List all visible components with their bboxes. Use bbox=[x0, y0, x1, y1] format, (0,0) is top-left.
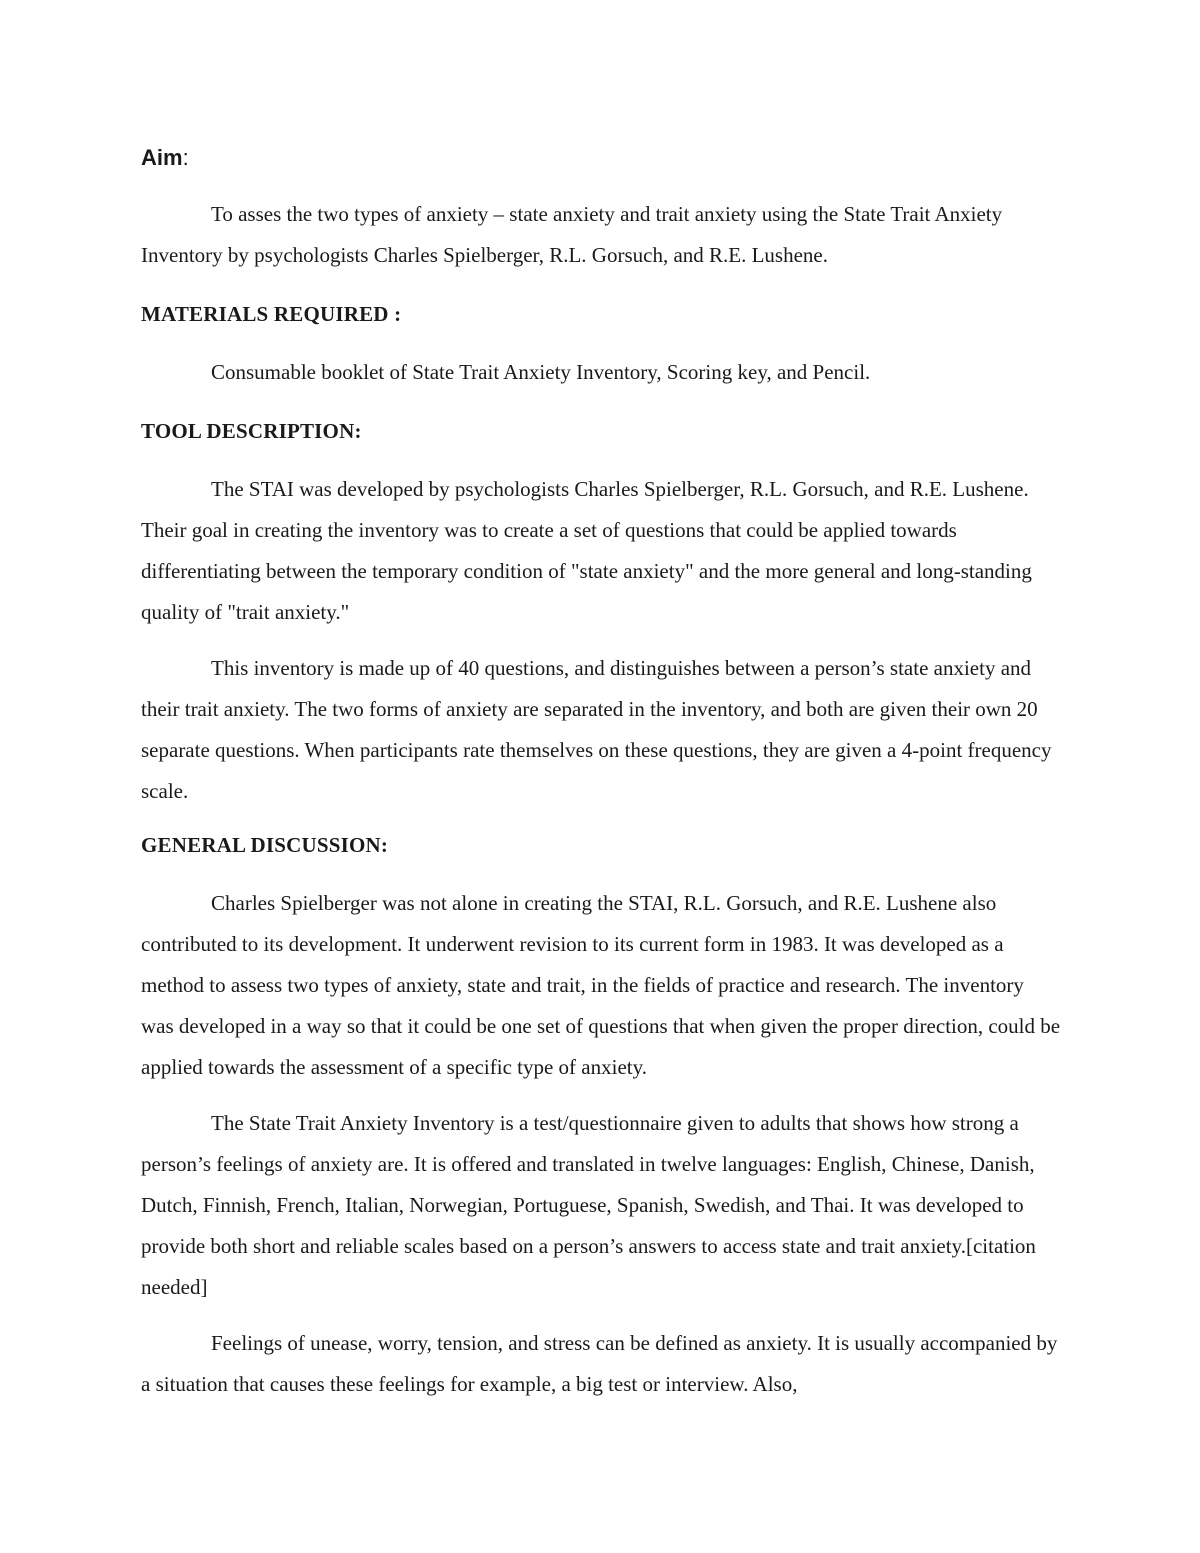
materials-heading: MATERIALS REQUIRED : bbox=[141, 302, 402, 326]
tool-description-heading: TOOL DESCRIPTION: bbox=[141, 419, 362, 443]
document-page bbox=[141, 140, 1061, 1420]
general-discussion-heading: GENERAL DISCUSSION: bbox=[141, 833, 389, 857]
materials-text: Consumable booklet of State Trait Anxiety Inventory, Scoring key, and Pencil. bbox=[211, 360, 871, 384]
aim-colon: : bbox=[182, 145, 189, 170]
general-discussion-paragraph: Feelings of unease, worry, tension, and stress can be defined as anxiety. It is usually accompanied by a situation that causes these feelings for example, a big test or interview. Also, bbox=[141, 1331, 1058, 1396]
aim-text: To asses the two types of anxiety – state anxiety and trait anxiety using the State Trait Anxiety Inventory by psychologists Charles Spielberger, R.L. Gorsuch, and R.E. Lushene. bbox=[141, 202, 1003, 267]
general-discussion-paragraph: Charles Spielberger was not alone in creating the STAI, R.L. Gorsuch, and R.E. Lushene also contributed to its development. It underwent revision to its current form in 1983. It was developed as a method to assess two types of anxiety, state and trait, in the fields of practice and research. The inventory was developed in a way so that it could be one set of questions that when given the proper direction, could be applied towards the assessment of a specific type of anxiety. bbox=[141, 891, 1061, 1079]
tool-description-paragraph: The STAI was developed by psychologists Charles Spielberger, R.L. Gorsuch, and R.E. Lushene. Their goal in creating the inventory was to create a set of questions that could be applied towards differentiating between the temporary condition of "state anxiety" and the more general and long-standing quality of "trait anxiety." bbox=[141, 477, 1032, 624]
aim-label: Aim bbox=[141, 145, 183, 170]
tool-description-paragraph: This inventory is made up of 40 questions, and distinguishes between a person’s state anxiety and their trait anxiety. The two forms of anxiety are separated in the inventory, and both are given their own 20 separate questions. When participants rate themselves on these questions, they are given a 4-point frequency scale. bbox=[141, 656, 1052, 803]
aim-heading bbox=[141, 140, 1061, 176]
general-discussion-paragraph: The State Trait Anxiety Inventory is a test/questionnaire given to adults that shows how strong a person’s feelings of anxiety are. It is offered and translated in twelve languages: English, Chinese, Danish, Dutch, Finnish, French, Italian, Norwegian, Portuguese, Spanish, Swedish, and Thai. It was developed to provide both short and reliable scales based on a person’s answers to access state and trait anxiety.[citation needed] bbox=[141, 1111, 1036, 1299]
